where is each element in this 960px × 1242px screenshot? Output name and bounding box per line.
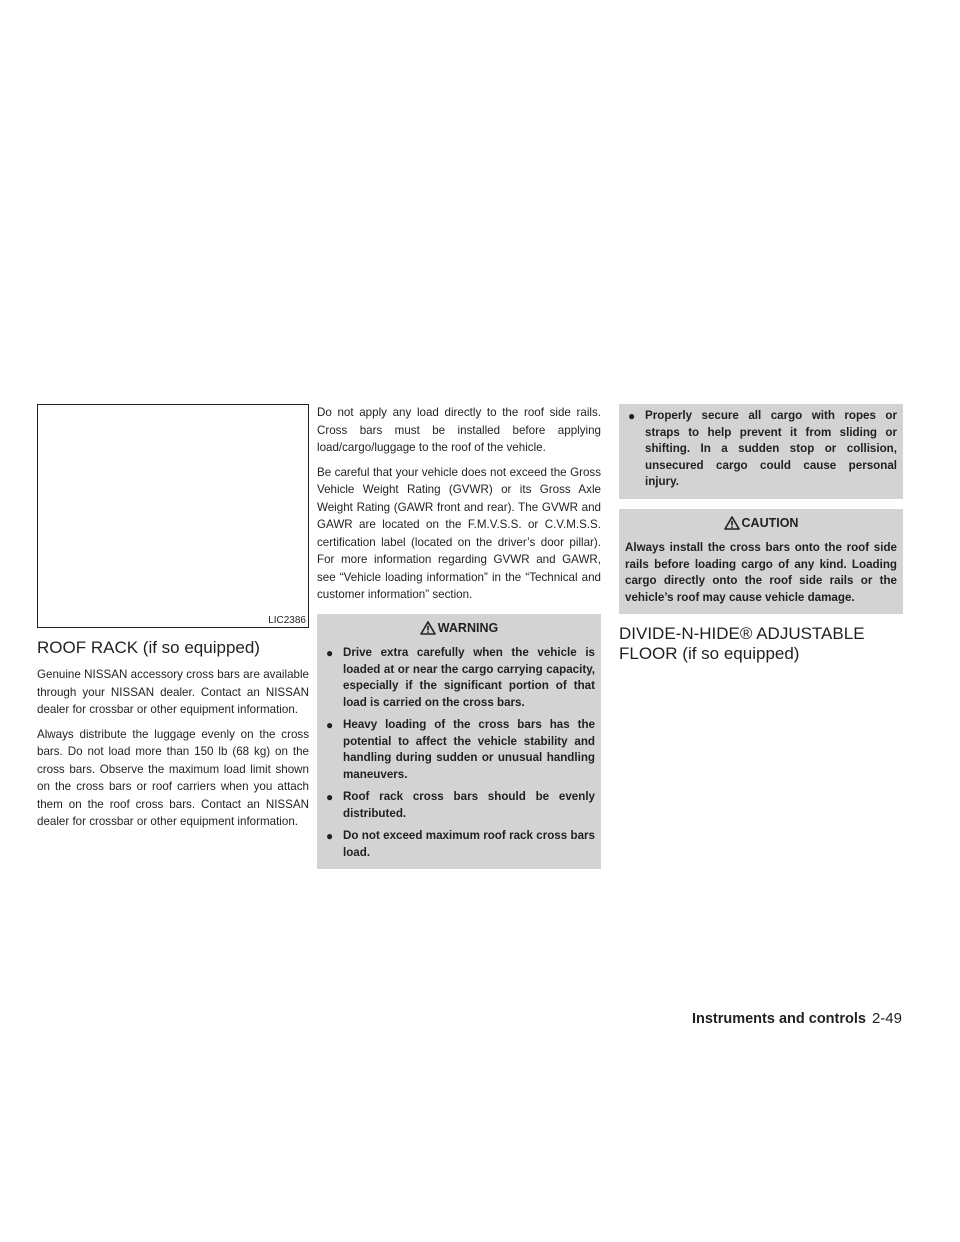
roof-rack-figure [37, 404, 309, 628]
warning-triangle-icon [420, 621, 436, 635]
bullet-icon: ● [326, 646, 334, 660]
page-footer [692, 1010, 902, 1027]
warning-header [323, 620, 595, 637]
warning-title: WARNING [437, 620, 499, 635]
bullet-icon: ● [628, 409, 636, 423]
caution-header [625, 515, 897, 532]
page-number: 2-49 [871, 1010, 902, 1027]
roof-rack-paragraph-2: Always distribute the luggage evenly on the cross bars. Do not load more than 150 lb (68 kg) on the cross bars. Observe the maximum load limit shown on the cross bars or roof carriers when you attach them on the roof cross bars. Contact an NISSAN dealer for crossbar or other equipment information. [37, 727, 309, 828]
divide-n-hide-heading: DIVIDE-N-HIDE® ADJUSTABLE FLOOR (if so equipped) [619, 624, 865, 663]
section-title: Instruments and controls [691, 1011, 866, 1027]
warning-item: ● Roof rack cross bars should be evenly distributed. [326, 790, 595, 820]
middle-column [317, 404, 601, 869]
warning-list-continued [625, 408, 897, 491]
roof-rack-paragraph-4: Be careful that your vehicle does not exceed the Gross Vehicle Weight Rating (GVWR) or its Gross Axle Weight Rating (GAWR front and rear). The GVWR and GAWR are located on the F.M.V.S.S. or C.V.M.S.S. certification label (located on the driver’s door pillar). For more information regarding GVWR and GAWR, see “Vehicle loading information” in the “Technical and customer information” section. [317, 465, 601, 601]
left-column [37, 404, 309, 838]
warning-item: ● Drive extra carefully when the vehicle is loaded at or near the cargo carrying capacity, especially if the significant portion of that load is carried on the cross bars. [326, 646, 595, 709]
bullet-icon: ● [326, 718, 334, 732]
warning-list [323, 645, 595, 861]
caution-box [619, 509, 903, 615]
roof-rack-paragraph-1: Genuine NISSAN accessory cross bars are available through your NISSAN dealer. Contact an NISSAN dealer for crossbar or other equipment information. [37, 668, 309, 716]
warning-box [317, 614, 601, 870]
bullet-icon: ● [326, 790, 334, 804]
warning-box-continued [619, 404, 903, 499]
caution-text: Always install the cross bars onto the roof side rails before loading cargo of any kind. Loading cargo directly onto the roof side rails or the vehicle’s roof may cause vehicle damage. [625, 541, 897, 604]
warning-item: ● Do not exceed maximum roof rack cross bars load. [326, 829, 595, 859]
right-column [619, 404, 903, 664]
caution-title: CAUTION [741, 515, 799, 530]
roof-rack-heading: ROOF RACK (if so equipped) [37, 638, 260, 657]
warning-item: ● Heavy loading of the cross bars has the potential to affect the vehicle stability and handling during sudden or unusual handling maneuvers. [326, 718, 595, 781]
figure-label: LIC2386 [265, 614, 308, 627]
warning-item: ● Properly secure all cargo with ropes or straps to help prevent it from sliding or shifting. In a sudden stop or collision, unsecured cargo could cause personal injury. [628, 409, 897, 488]
roof-rack-paragraph-3: Do not apply any load directly to the roof side rails. Cross bars must be installed before applying load/cargo/luggage to the roof of the vehicle. [317, 406, 601, 454]
caution-triangle-icon [724, 516, 740, 530]
bullet-icon: ● [326, 829, 334, 843]
